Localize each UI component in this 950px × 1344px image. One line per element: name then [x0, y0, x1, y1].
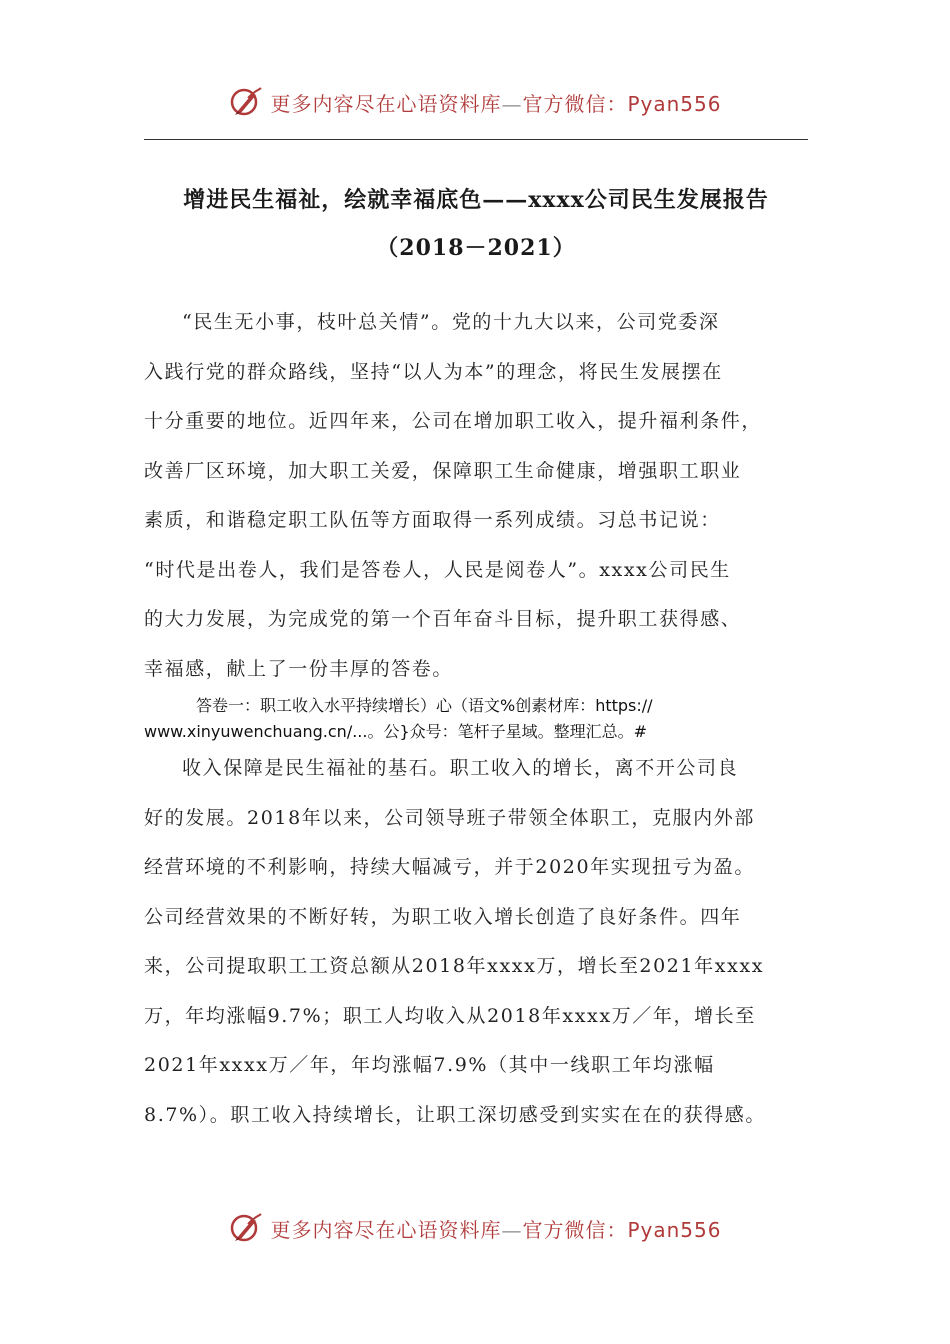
header-banner: [0, 82, 950, 122]
text-line: 入践行党的群众路线，坚持“以人为本”的理念，将民生发展摆在: [144, 360, 723, 383]
text-line: 幸福感，献上了一份丰厚的答卷。: [144, 657, 454, 680]
text-line: 好的发展。2018年以来，公司领导班子带领全体职工，克服内外部: [144, 806, 755, 829]
text-line: 公司经营效果的不断好转，为职工收入增长创造了良好条件。四年: [144, 905, 742, 928]
header-wechat-id: 官方微信：Pyan556: [522, 91, 722, 116]
document-title-years: （2018－2021）: [376, 235, 576, 261]
section-heading: [144, 693, 814, 745]
text-line: 素质，和谐稳定职工队伍等方面取得一系列成绩。习总书记说：: [144, 509, 721, 531]
header-banner-text: 更多内容尽在心语资料库—官方微信：Pyan556: [270, 91, 722, 116]
header-divider: [144, 139, 808, 140]
footer-banner: [0, 1208, 950, 1248]
pen-logo-icon: [228, 1211, 262, 1245]
text-line: 2021年xxxx万／年，年均涨幅7.9%（其中一线职工年均涨幅: [144, 1054, 715, 1076]
text-line: “民生无小事，枝叶总关情”。党的十九大以来，公司党委深: [182, 311, 720, 333]
footer-wechat-id: 官方微信：Pyan556: [522, 1217, 722, 1242]
text-line: “时代是出卷人，我们是答卷人，人民是阅卷人”。xxxx公司民生: [144, 558, 731, 581]
body-paragraph: [144, 744, 814, 1140]
intro-paragraph: [144, 298, 814, 694]
section-heading-line: 答卷一：职工收入水平持续增长）心（语文%创素材库：https://: [196, 696, 653, 715]
text-line: 的大力发展，为完成党的第一个百年奋斗目标，提升职工获得感、: [144, 608, 742, 630]
text-line: 来，公司提取职工工资总额从2018年xxxx万，增长至2021年xxxx: [144, 955, 765, 977]
text-line: 十分重要的地位。近四年来，公司在增加职工收入，提升福利条件，: [144, 410, 763, 432]
pen-logo-icon: [228, 85, 262, 119]
text-line: 8.7%）。职工收入持续增长，让职工深切感受到实实在在的获得感。: [144, 1103, 766, 1126]
section-heading-line: www.xinyuwenchuang.cn/...。公}众号：笔杆子星域。整理汇总。#: [144, 722, 648, 741]
footer-banner-text: 更多内容尽在心语资料库—官方微信：Pyan556: [270, 1217, 722, 1242]
text-line: 经营环境的不利影响，持续大幅减亏，并于2020年实现扭亏为盈。: [144, 856, 755, 878]
document-title: 增进民生福祉，绘就幸福底色——xxxx公司民生发展报告: [183, 187, 769, 213]
text-line: 收入保障是民生福祉的基石。职工收入的增长，离不开公司良: [182, 757, 739, 779]
text-line: 改善厂区环境，加大职工关爱，保障职工生命健康，增强职工职业: [144, 459, 742, 482]
text-line: 万，年均涨幅9.7%；职工人均收入从2018年xxxx万／年，增长至: [144, 1004, 756, 1027]
